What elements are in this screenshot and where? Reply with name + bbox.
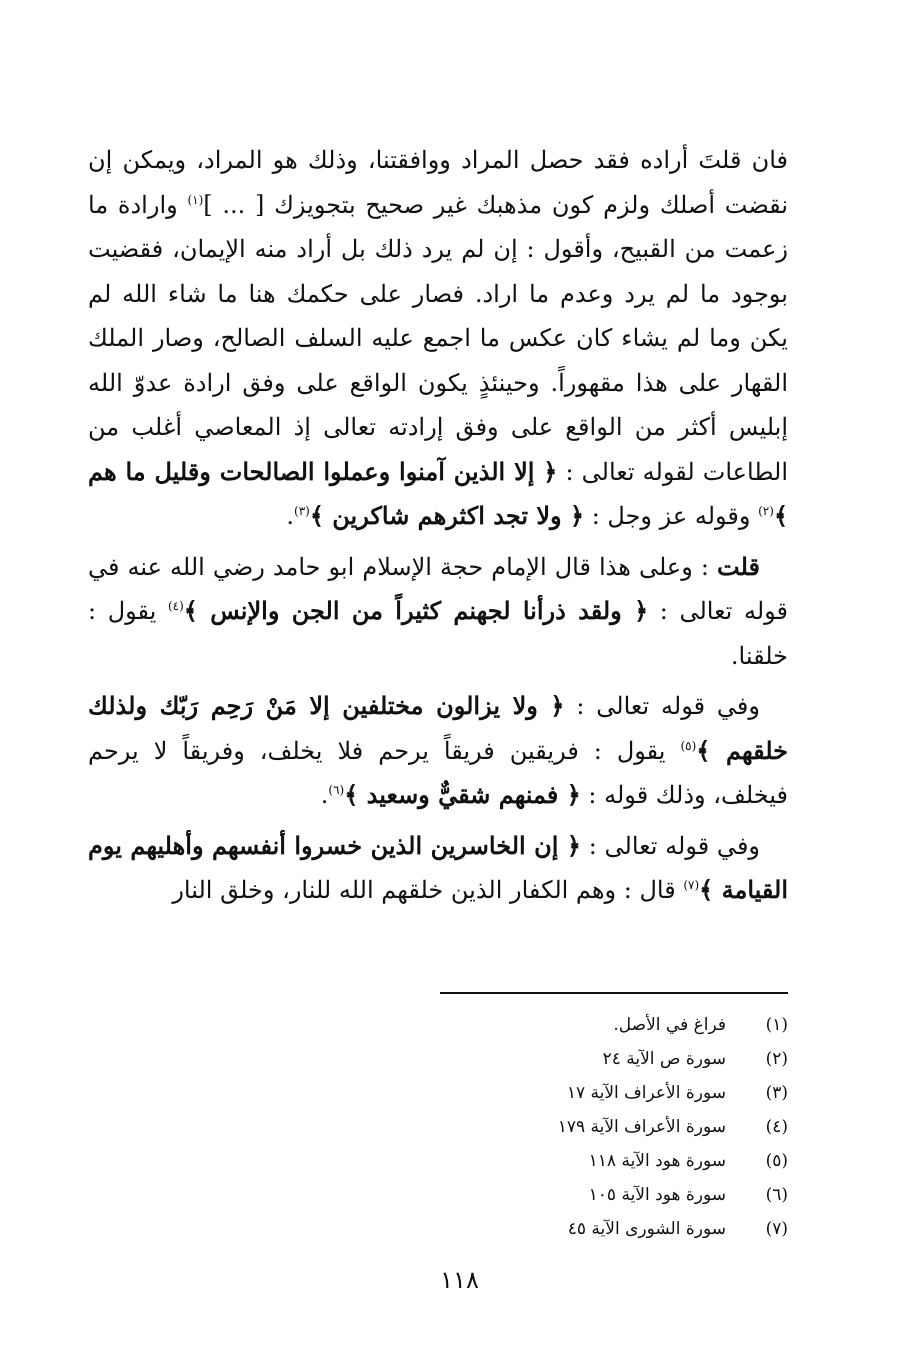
quran-quote: ﴿ ولا يزالون مختلفين إلا مَنْ رَحِم رَبّك ولذلك خلقهم ﴾ <box>88 691 788 765</box>
quran-quote: ﴿ ولا تجد اكثرهم شاكرين ﴾ <box>309 501 585 530</box>
footnote-item <box>440 1212 788 1246</box>
paragraph-4 <box>88 824 788 913</box>
footnote-item <box>440 1042 788 1076</box>
footnote-ref-3[interactable]: (٣) <box>294 504 310 518</box>
footnote-item <box>440 1008 788 1042</box>
footnote-number: (١) <box>765 1015 788 1035</box>
text-run: . <box>320 781 329 809</box>
footnote-number: (٤) <box>765 1117 788 1137</box>
text-run: وقوله عز وجل : <box>584 502 759 530</box>
text-run: : وعلى هذا قال الإمام حجة الإسلام ابو حامد رضي الله عنه في قوله تعالى : <box>88 552 788 625</box>
footnote-item <box>440 1076 788 1110</box>
footnote-item <box>440 1178 788 1212</box>
page-number: ١١٨ <box>440 1266 479 1294</box>
footnote-text: فراغ في الأصل. <box>613 1015 726 1035</box>
lead-word: قلت <box>717 551 760 581</box>
footnote-ref-5[interactable]: (٥) <box>680 738 697 753</box>
footnote-ref-6[interactable]: (٦) <box>328 783 345 797</box>
quran-quote: ﴿ ولقد ذرأنا لجهنم كثيراً من الجن والإنس ﴾ <box>183 596 649 625</box>
paragraph-2 <box>88 545 788 679</box>
footnote-ref-7[interactable]: (٧) <box>683 878 700 892</box>
footnote-number: (٧) <box>765 1219 788 1239</box>
text-run: قال : وهم الكفار الذين خلقهم الله للنار، وخلق النار <box>172 876 684 904</box>
footnote-text: سورة الشورى الآية ٤٥ <box>567 1219 726 1239</box>
footnote-number: (٢) <box>765 1049 788 1069</box>
footnote-number: (٦) <box>765 1185 788 1205</box>
footnote-text: سورة الأعراف الآية ١٧٩ <box>557 1117 726 1137</box>
text-run: . <box>286 502 295 530</box>
footnote-text: سورة هود الآية ١١٨ <box>588 1151 726 1171</box>
quran-quote: ﴿ فمنهم شقيٌّ وسعيد ﴾ <box>344 780 581 809</box>
footnote-ref-4[interactable]: (٤) <box>167 599 184 613</box>
footnote-ref-1[interactable]: (١) <box>187 192 204 207</box>
quran-quote: ﴿ إلا الذين آمنوا وعملوا الصالحات وقليل ما هم ﴾ <box>88 456 788 530</box>
footnote-number: (٣) <box>765 1083 788 1103</box>
footnote-text: سورة ص الآية ٢٤ <box>602 1049 726 1069</box>
paragraph-3 <box>88 684 788 818</box>
text-run: وفي قوله تعالى : <box>564 692 760 720</box>
footnote-ref-2[interactable]: (٢) <box>758 504 774 518</box>
footnote-item <box>440 1144 788 1178</box>
footnote-text: سورة الأعراف الآية ١٧ <box>566 1083 726 1103</box>
paragraph-1 <box>88 138 788 539</box>
footnote-text: سورة هود الآية ١٠٥ <box>588 1185 726 1205</box>
text-run: وارادة ما زعمت من القبيح، وأقول : إن لم يرد ذلك بل أراد منه الإيمان، فقضيت بوجود ما لم يرد وعدم ما اراد. فصار على حكمك هنا ما شاء الله لم يكن وما لم يشاء كان عكس ما اجمع عليه السلف الصالح، وصار الملك القهار على هذا مقهوراً. وحينئذٍ يكون الواقع على وفق ارادة عدوّ الله إبليس أكثر من الواقع على وفق إرادته تعالى إذ المعاصي أغلب من الطاعات لقوله تعالى : <box>88 190 788 486</box>
quran-quote: ﴿ إن الخاسرين الذين خسروا أنفسهم وأهليهم يوم القيامة ﴾ <box>88 830 788 904</box>
footnote-item <box>440 1110 788 1144</box>
text-run: وفي قوله تعالى : <box>580 831 761 860</box>
footnotes <box>440 992 788 1246</box>
footnote-number: (٥) <box>765 1151 788 1171</box>
text-run: فان قلتَ أراده فقد حصل المراد ووافقتنا، وذلك هو المراد، ويمكن إن نقضت أصلك ولزم كون مذهبك غير صحيح بتجويزك [ ... ] <box>88 146 788 219</box>
page-body <box>88 138 788 919</box>
text-run: يقول : خلقنا. <box>88 597 788 670</box>
text-run: يقول : فريقين فريقاً يرحم فلا يخلف، وفريقاً لا يرحم فيخلف، وذلك قوله : <box>88 736 788 809</box>
